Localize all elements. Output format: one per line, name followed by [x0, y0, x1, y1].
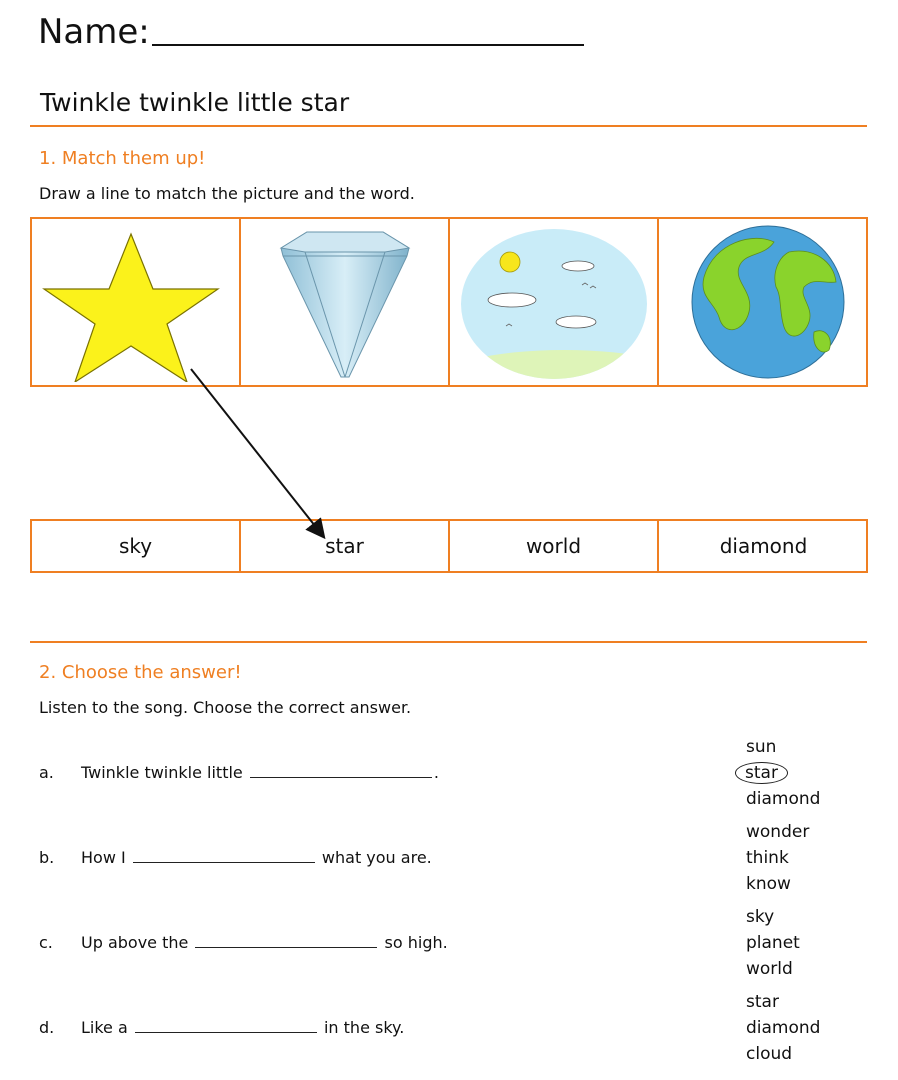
option[interactable]: diamond	[746, 789, 821, 809]
diamond-icon	[245, 222, 445, 382]
question-letter: c.	[39, 933, 53, 952]
question-d	[39, 992, 859, 1072]
answer-blank[interactable]	[195, 933, 377, 948]
question-text	[81, 763, 439, 782]
picture-cell-star[interactable]	[32, 219, 241, 385]
question-before: Like a	[81, 1018, 128, 1037]
star-shape	[44, 234, 218, 382]
answer-blank[interactable]	[250, 763, 432, 778]
picture-cell-world[interactable]	[659, 219, 868, 385]
question-after: so high.	[384, 933, 448, 952]
world-icon	[664, 222, 864, 382]
word-row	[30, 519, 868, 573]
question-b	[39, 822, 859, 902]
option[interactable]: think	[746, 848, 789, 868]
answer-blank[interactable]	[135, 1018, 317, 1033]
question-letter: a.	[39, 763, 54, 782]
option[interactable]: sky	[746, 907, 775, 927]
question-text	[81, 848, 432, 867]
question-a	[39, 737, 859, 817]
option[interactable]: wonder	[746, 822, 810, 842]
picture-cell-sky[interactable]	[450, 219, 659, 385]
picture-cell-diamond[interactable]	[241, 219, 450, 385]
answer-blank[interactable]	[133, 848, 315, 863]
name-line[interactable]	[152, 14, 584, 46]
question-c	[39, 907, 859, 987]
question-after: .	[433, 763, 439, 782]
option[interactable]: cloud	[746, 1044, 793, 1064]
option-selected[interactable]: star	[735, 762, 788, 784]
question-before: How I	[81, 848, 126, 867]
section1-instruction: Draw a line to match the picture and the word.	[39, 184, 415, 203]
question-letter: d.	[39, 1018, 55, 1037]
question-text	[81, 1018, 404, 1037]
option[interactable]: know	[746, 874, 791, 894]
question-before: Twinkle twinkle little	[81, 763, 243, 782]
question-after: in the sky.	[323, 1018, 405, 1037]
option[interactable]: world	[746, 959, 793, 979]
name-field[interactable]	[38, 12, 584, 52]
worksheet-title: Twinkle twinkle little star	[40, 88, 350, 117]
option[interactable]: diamond	[746, 1018, 821, 1038]
section2-heading: 2. Choose the answer!	[39, 662, 242, 683]
word-cell[interactable]: star	[241, 521, 450, 571]
section-divider	[30, 641, 867, 643]
option[interactable]: sun	[746, 737, 777, 757]
question-after: what you are.	[321, 848, 432, 867]
picture-row	[30, 217, 868, 387]
name-label: Name:	[38, 12, 150, 52]
section1-heading: 1. Match them up!	[39, 148, 206, 169]
title-divider	[30, 125, 867, 127]
star-icon	[36, 222, 236, 382]
question-letter: b.	[39, 848, 55, 867]
sky-icon	[454, 222, 654, 382]
word-cell[interactable]: world	[450, 521, 659, 571]
option[interactable]: planet	[746, 933, 800, 953]
section2-instruction: Listen to the song. Choose the correct answer.	[39, 698, 412, 717]
match-arrow	[191, 369, 323, 536]
question-before: Up above the	[81, 933, 189, 952]
question-text	[81, 933, 448, 952]
word-cell[interactable]: sky	[32, 521, 241, 571]
option[interactable]: star	[746, 992, 779, 1012]
word-cell[interactable]: diamond	[719, 534, 808, 558]
